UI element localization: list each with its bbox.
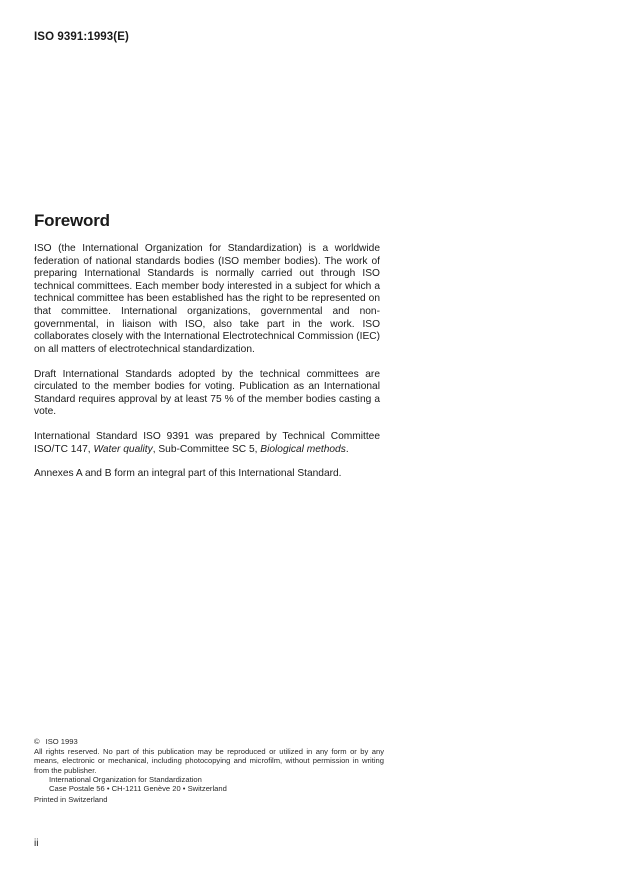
- paragraph-3-text-c: .: [345, 443, 349, 455]
- foreword-paragraph-3: [34, 431, 380, 456]
- foreword-paragraph-2: Draft International Standards adopted by the technical committees are circulated to the member bodies for voting. Publication as an International Standard requires approval by at least 75 % of the member bodies casting a vote.: [34, 368, 380, 418]
- foreword-body: [34, 243, 380, 493]
- publisher-name: International Organization for Standardization: [49, 774, 202, 784]
- foreword-paragraph-1: ISO (the International Organization for Standardization) is a worldwide federation of national standards bodies (ISO member bodies). The work of preparing International Standards is normally carried out through ISO technical committees. Each member body interested in a subject for which a technical committee has been established has the right to be represented on that committee. International organizations, governmental and non-governmental, in liaison with ISO, also take part in the work. ISO collaborates closely with the International Electrotechnical Commission (IEC) on all matters of electrotechnical standardization.: [34, 243, 380, 355]
- copyright-line: [34, 737, 384, 746]
- foreword-paragraph-4: Annexes A and B form an integral part of this International Standard.: [34, 468, 342, 480]
- biological-methods-title: Biological methods: [260, 443, 346, 455]
- foreword-heading: Foreword: [34, 211, 110, 230]
- page-number: ii: [34, 838, 39, 849]
- water-quality-title: Water quality: [93, 443, 153, 455]
- rights-statement: All rights reserved. No part of this publication may be reproduced or utilized in any form or by any means, electronic or mechanical, including photocopying and microfilm, without permission in writing from the publisher.: [34, 747, 384, 775]
- printed-in: Printed in Switzerland: [34, 795, 108, 805]
- paragraph-3-text-b: , Sub-Committee SC 5,: [152, 443, 261, 455]
- paragraph-3-text-a: International Standard ISO 9391 was prepared by Technical Committee ISO/TC 147,: [34, 431, 380, 455]
- document-code: ISO 9391:1993(E): [34, 31, 129, 43]
- publisher-address: Case Postale 56 • CH-1211 Genève 20 • Switzerland: [49, 784, 227, 794]
- copyright-notice: [34, 737, 384, 804]
- copyright-symbol: ©: [34, 737, 40, 746]
- copyright-text: ISO 1993: [45, 737, 78, 746]
